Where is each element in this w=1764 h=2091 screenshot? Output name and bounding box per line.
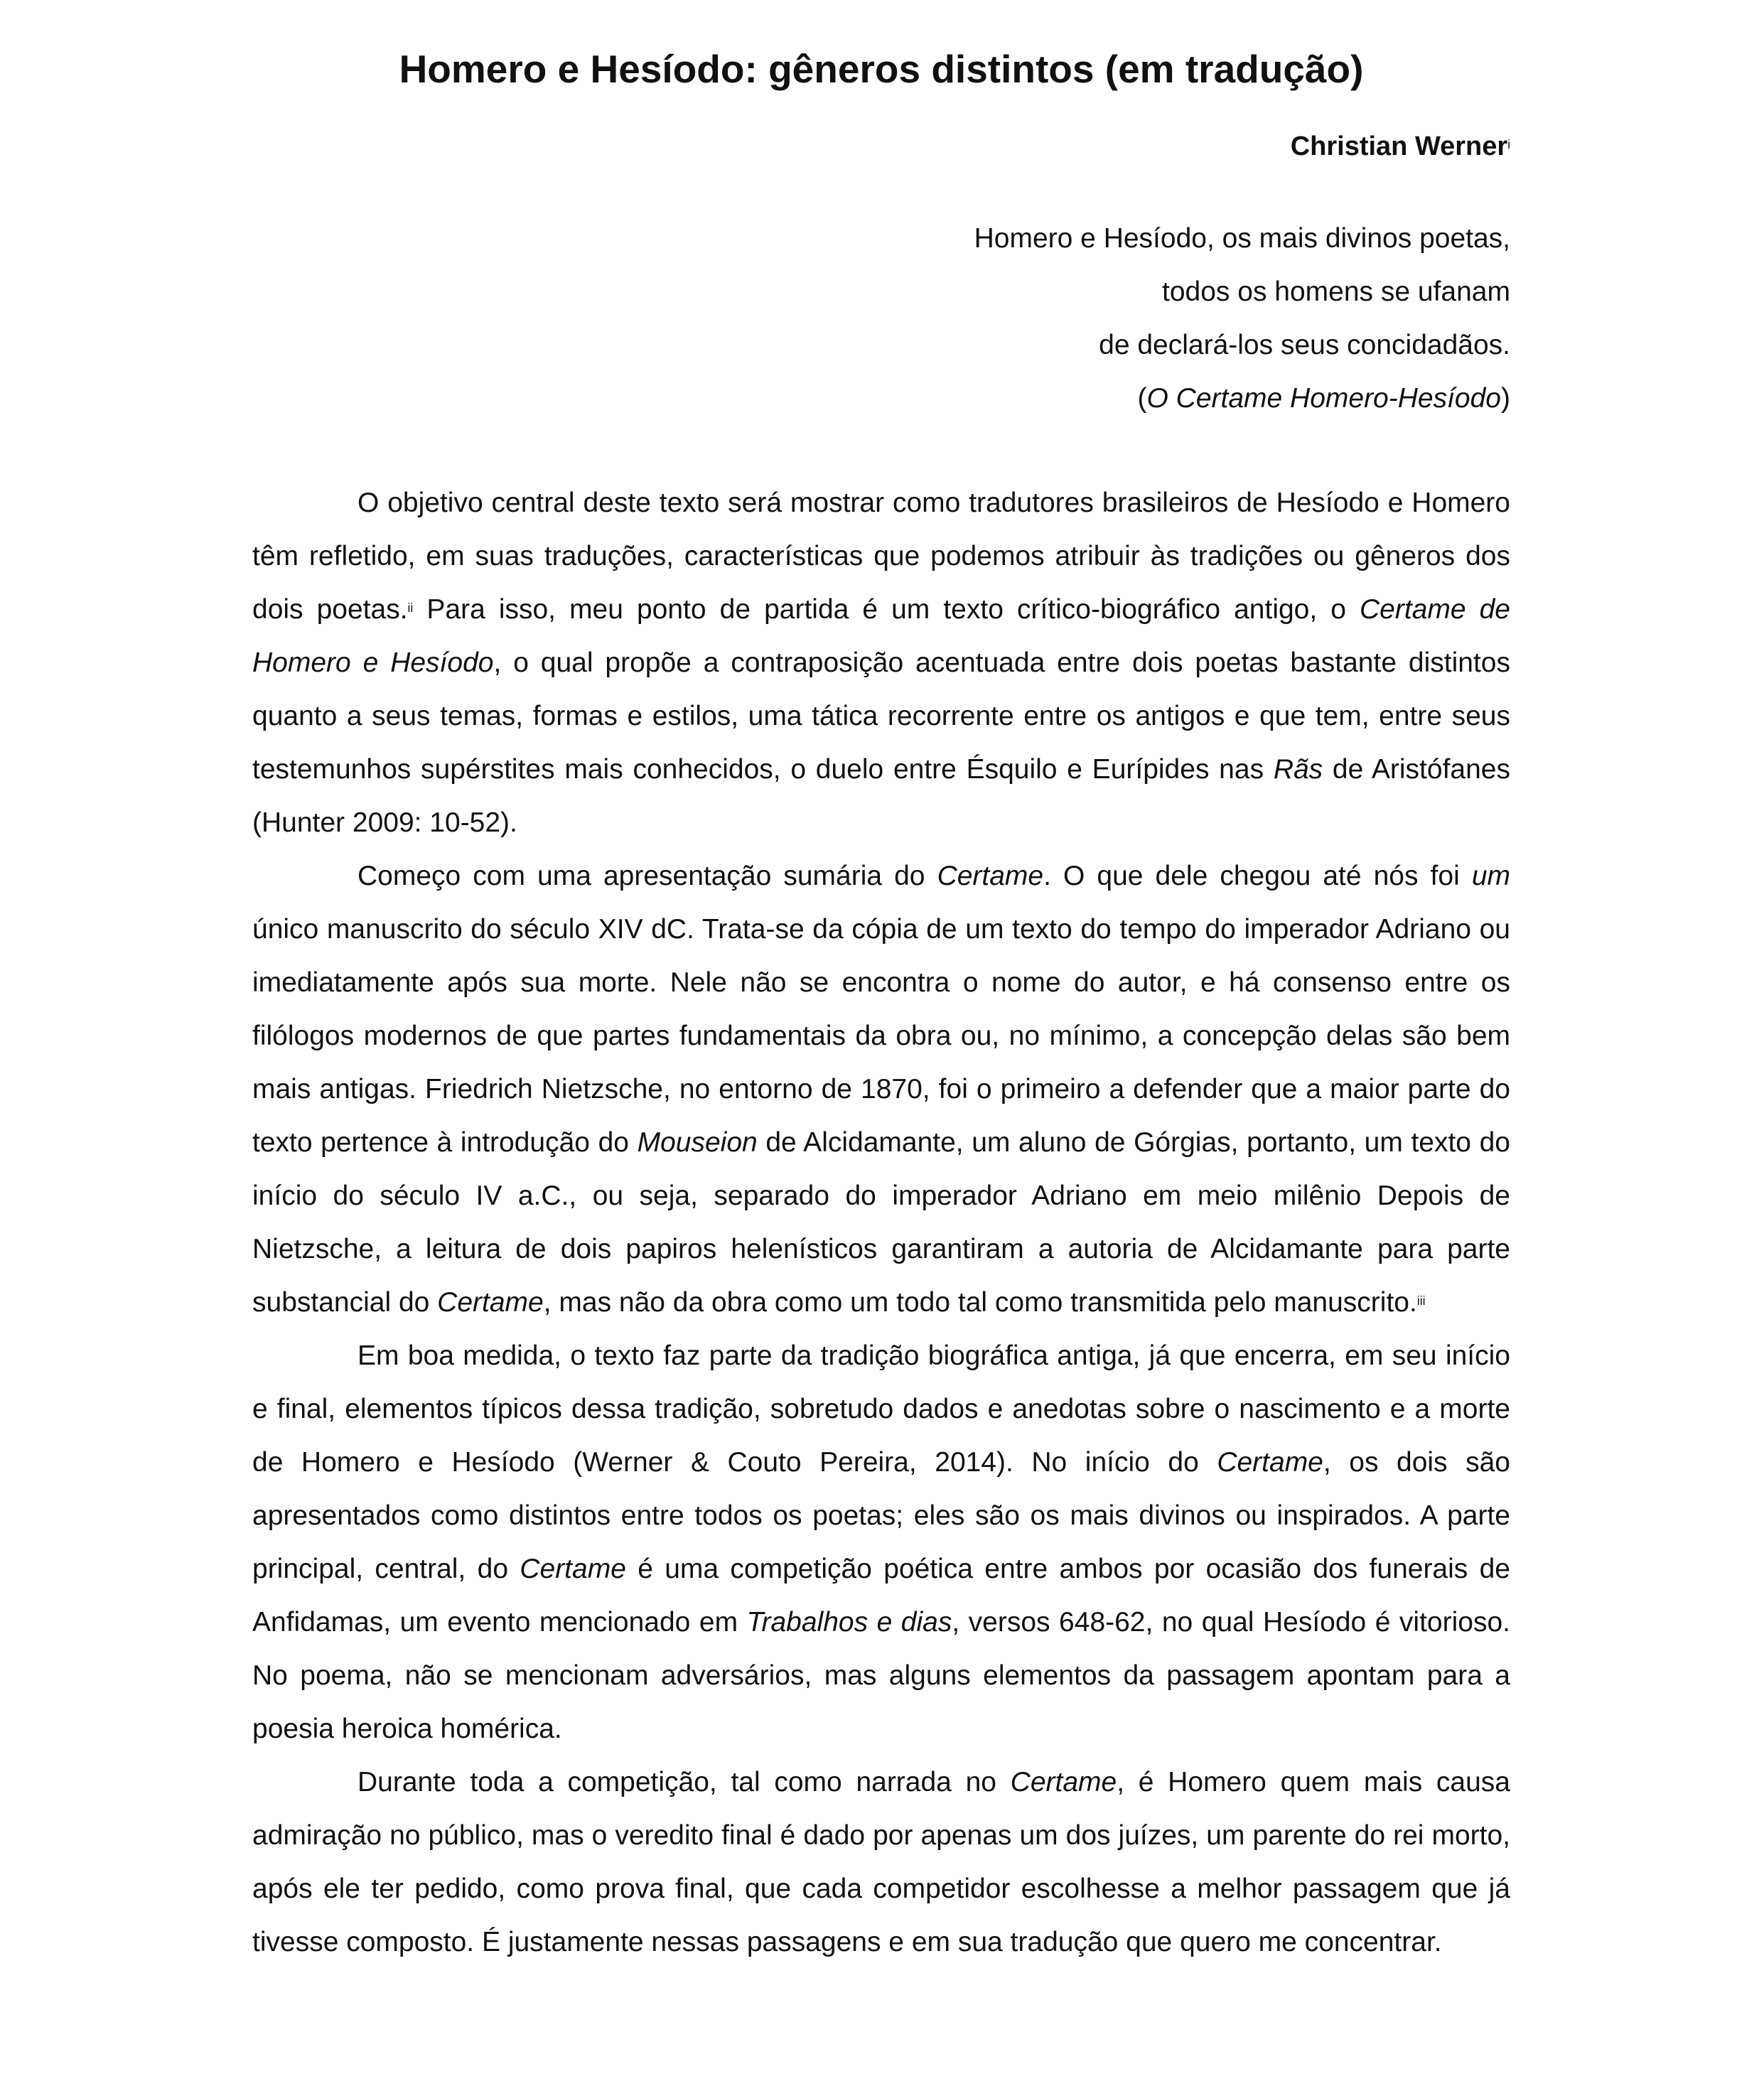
body-text xyxy=(252,476,1510,1969)
epigraph-source-title: O Certame Homero-Hesíodo xyxy=(1146,383,1501,414)
paragraph-2: Começo com uma apresentação sumária do Certame. O que dele chegou até nós foi um único manuscrito do século XIV dC. Trata-se da cópia de um texto do tempo do imperador Adriano ou imediatamente após sua morte. Nele não se encontra o nome do autor, e há consenso entre os filólogos modernos de que partes fundamentais da obra ou, no mínimo, a concepção delas são bem mais antigas. Friedrich Nietzsche, no entorno de 1870, foi o primeiro a defender que a maior parte do texto pertence à introdução do Mouseion de Alcidamante, um aluno de Górgias, portanto, um texto do início do século IV a.C., ou seja, separado do imperador Adriano em meio milênio Depois de Nietzsche, a leitura de dois papiros helenísticos garantiram a autoria de Alcidamante para parte substancial do Certame, mas não da obra como um todo tal como transmitida pelo manuscrito.$^{iii}$ xyxy=(252,861,1510,1318)
epigraph-line: Homero e Hesíodo, os mais divinos poetas, xyxy=(974,223,1510,254)
footnote-marker[interactable]: iii xyxy=(1416,1294,1426,1308)
epigraph-line: de declará-los seus concidadãos. xyxy=(1099,330,1510,360)
epigraph-line: todos os homens se ufanam xyxy=(1162,276,1510,307)
epigraph xyxy=(800,212,1510,425)
epigraph-source: (O Certame Homero-Hesíodo) xyxy=(1137,383,1510,414)
paper-title: Homero e Hesíodo: gêneros distintos (em tradução) xyxy=(399,47,1364,91)
author-line xyxy=(1291,127,1510,166)
footnote-marker[interactable]: ii xyxy=(407,601,414,615)
footnote-marker[interactable]: i xyxy=(1507,138,1510,151)
paragraph-1: O objetivo central deste texto será mostrar como tradutores brasileiros de Hesíodo e Homero têm refletido, em suas traduções, características que podemos atribuir às tradições ou gêneros dos dois poetas.$^{ii}$ Para isso, meu ponto de partida é um texto crítico-biográfico antigo, o Certame de Homero e Hesíodo, o qual propõe a contraposição acentuada entre dois poetas bastante distintos quanto a seus temas, formas e estilos, uma tática recorrente entre os antigos e que tem, entre seus testemunhos supérstites mais conhecidos, o duelo entre Ésquilo e Eurípides nas Rãs de Aristófanes (Hunter 2009: 10-52). xyxy=(252,488,1510,838)
author-name: Christian Werner xyxy=(1290,131,1508,161)
paragraph-3: Em boa medida, o texto faz parte da tradição biográfica antiga, já que encerra, em seu início e final, elementos típicos dessa tradição, sobretudo dados e anedotas sobre o nascimento e a morte de Homero e Hesíodo (Werner & Couto Pereira, 2014). No início do Certame, os dois são apresentados como distintos entre todos os poetas; eles são os mais divinos ou inspirados. A parte principal, central, do Certame é uma competição poética entre ambos por ocasião dos funerais de Anfidamas, um evento mencionado em Trabalhos e dias, versos 648-62, no qual Hesíodo é vitorioso. No poema, não se mencionam adversários, mas alguns elementos da passagem apontam para a poesia heroica homérica. xyxy=(252,1340,1510,1744)
paragraph-4: Durante toda a competição, tal como narrada no Certame, é Homero quem mais causa admiração no público, mas o veredito final é dado por apenas um dos juízes, um parente do rei morto, após ele ter pedido, como prova final, que cada competidor escolhesse a melhor passagem que já tivesse composto. É justamente nessas passagens e em sua tradução que quero me concentrar. xyxy=(252,1767,1510,1957)
